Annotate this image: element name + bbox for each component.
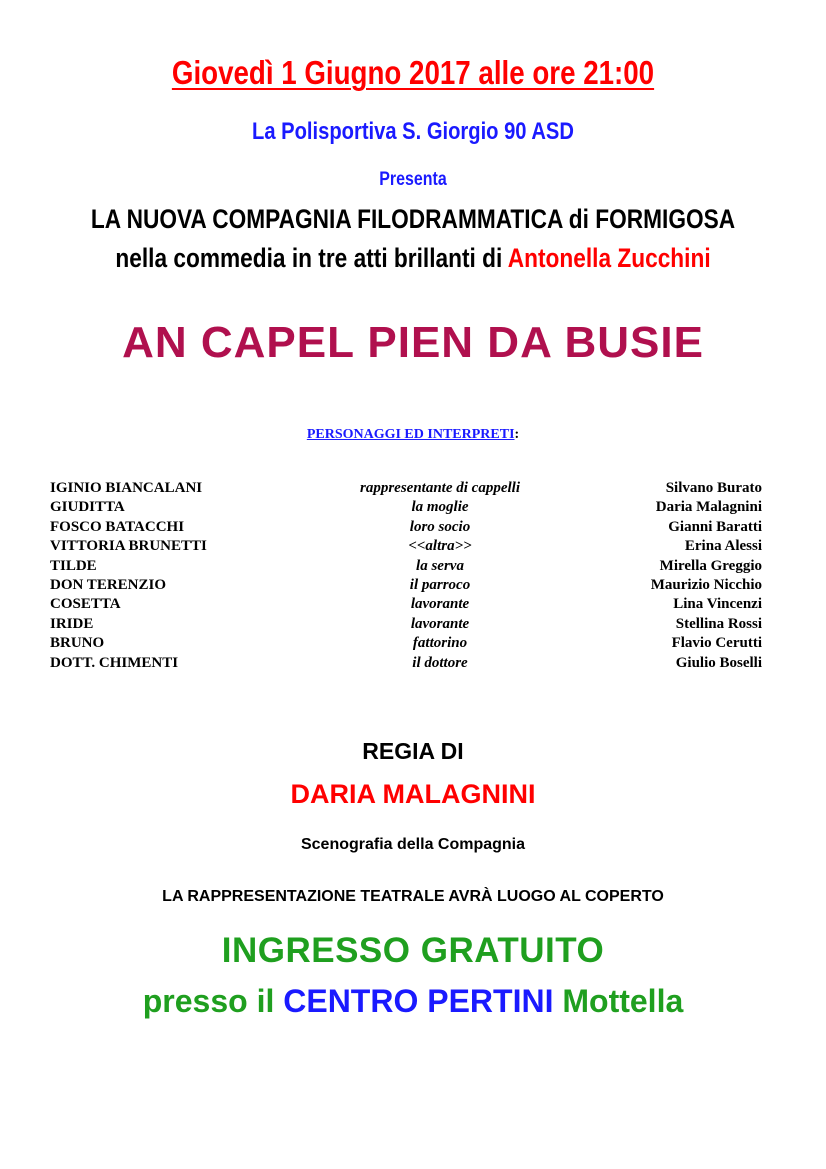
actor-name: Mirella Greggio [659,557,762,574]
actor-name: Silvano Burato [665,480,762,496]
play-title: AN CAPEL PIEN DA BUSIE [122,318,704,367]
actor-name: Lina Vincenzi [673,596,762,613]
character-name: TILDE [50,557,97,574]
scenography-credit: Scenografia della Compagnia [300,836,526,853]
table-row [50,654,762,673]
location-suffix: Mottella [562,983,684,1019]
character-role: lavorante [410,615,470,632]
table-row [50,634,762,653]
character-role: la moglie [411,499,469,516]
table-row [50,518,762,537]
character-name: VITTORIA BRUNETTI [50,538,207,555]
cast-heading [0,427,826,443]
character-name: DON TERENZIO [50,577,167,594]
actor-name: Giulio Boselli [675,654,762,671]
actor-name: Stellina Rossi [675,615,762,632]
venue-note: LA RAPPRESENTAZIONE TEATRALE AVRÀ LUOGO AL COPERTO [162,888,664,905]
director-name: DARIA MALAGNINI [290,779,536,809]
character-role: la serva [416,557,464,574]
organizer: La Polisportiva S. Giorgio 90 ASD [252,118,574,145]
table-row [50,479,762,498]
cast-table [50,479,762,673]
character-name: IRIDE [50,615,94,632]
actor-name: Flavio Cerutti [671,635,762,652]
actor-name: Erina Alessi [684,538,762,555]
cast-heading-text: PERSONAGGI ED INTERPRETI [306,427,515,442]
character-role: <<altra>> [408,538,472,555]
cast-heading-colon: : [514,427,520,442]
character-name: COSETTA [50,596,121,613]
event-date: Giovedì 1 Giugno 2017 alle ore 21:00 [171,54,655,91]
table-row [50,498,762,517]
character-name: FOSCO BATACCHI [50,518,185,535]
table-row [50,576,762,595]
character-role: il parroco [409,577,471,594]
character-role: lavorante [410,596,470,613]
location-line [0,983,826,1020]
actor-name: Daria Malagnini [655,499,762,516]
presents-label: Presenta [379,169,447,190]
table-row [50,537,762,556]
character-name: GIUDITTA [50,499,125,516]
free-entry: INGRESSO GRATUITO [221,931,605,970]
character-role: loro socio [409,518,471,535]
play-intro-line [66,243,760,274]
table-row [50,595,762,614]
character-role: il dottore [412,654,468,671]
character-name: DOTT. CHIMENTI [50,654,179,671]
table-row [50,557,762,576]
location-place: CENTRO PERTINI [283,983,554,1019]
actor-name: Maurizio Nicchio [650,577,762,594]
table-row [50,615,762,634]
author-name: Antonella Zucchini [507,243,711,273]
play-intro: nella commedia in tre atti brillanti di [115,243,503,273]
character-role: rappresentante di cappelli [360,480,520,496]
character-name: BRUNO [50,635,105,652]
direction-label: REGIA DI [362,738,464,764]
character-role: fattorino [412,635,468,652]
location-prefix: presso il [142,983,275,1019]
actor-name: Gianni Baratti [668,518,762,535]
character-name: IGINIO BIANCALANI [50,480,203,496]
company-name: LA NUOVA COMPAGNIA FILODRAMMATICA di FORMIGOSA [90,204,736,234]
